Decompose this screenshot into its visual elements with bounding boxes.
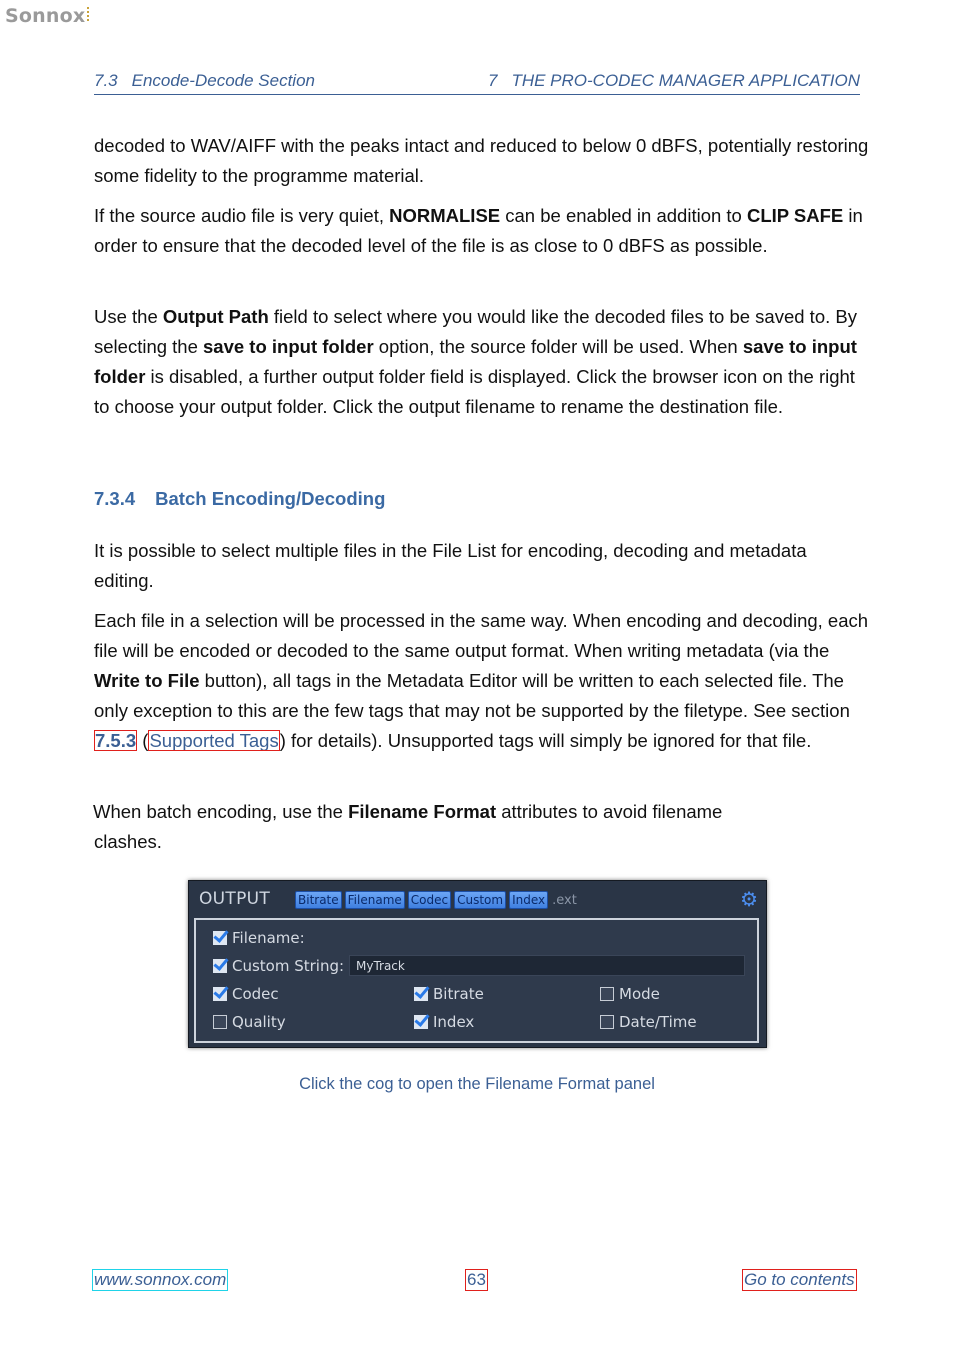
paragraph-filename-format: When batch encoding, use the Filename Format attributes to avoid filename clashes. <box>93 801 723 852</box>
quality-option[interactable]: Quality <box>213 1013 286 1031</box>
section-heading: 7.3.4 Batch Encoding/Decoding <box>94 488 386 509</box>
checkbox-checked-icon[interactable] <box>414 1015 428 1029</box>
extension-label: .ext <box>552 892 577 908</box>
paragraph-decoded: decoded to WAV/AIFF with the peaks intact and reduced to below 0 dBFS, potentially restoring some fidelity to the programme material. <box>94 135 869 186</box>
checkbox-checked-icon[interactable] <box>213 959 227 973</box>
filename-format-options <box>194 918 759 1043</box>
bitrate-option[interactable]: Bitrate <box>414 985 484 1003</box>
running-header <box>94 70 860 95</box>
header-section: 7.3 Encode-Decode Section <box>94 71 315 90</box>
cog-icon[interactable]: ⚙ <box>740 887 758 911</box>
output-panel-title: OUTPUT <box>199 889 271 909</box>
sonnox-logo: Sonnox <box>5 5 89 27</box>
figure-caption: Click the cog to open the Filename Format panel <box>299 1075 655 1093</box>
datetime-option[interactable]: Date/Time <box>600 1013 697 1031</box>
paragraph-batch-processing: Each file in a selection will be processed in the same way. When encoding and decoding, each file will be encoded or decoded to the same output format. When writing metadata (via the Write to File button), all tags in the Metadata Editor will be written to each selected file. The only exception to this are the few tags that may not be supported by the filetype. See section 7.5.3 (Supported Tags) for details). Unsupported tags will simply be ignored for that file. <box>94 610 869 751</box>
go-to-contents-link[interactable]: Go to contents <box>744 1270 855 1289</box>
section-link-7-5-3[interactable]: 7.5.3 <box>95 730 137 751</box>
checkbox-unchecked-icon[interactable] <box>213 1015 227 1029</box>
paragraph-multiple-files: It is possible to select multiple files in the File List for encoding, decoding and metadata editing. <box>94 540 807 591</box>
codec-option[interactable]: Codec <box>213 985 279 1003</box>
page-number-link[interactable]: 63 <box>467 1270 486 1289</box>
checkbox-unchecked-icon[interactable] <box>600 987 614 1001</box>
format-button-codec[interactable]: Codec <box>408 891 451 909</box>
paragraph-output-path: Use the Output Path field to select where you would like the decoded files to be saved to. By selecting the save to input folder option, the source folder will be used. When save to input folder is disabled, a further output folder field is displayed. Click the browser icon on the right to choose your output folder. Click the output filename to rename the destination file. <box>94 306 857 417</box>
checkbox-checked-icon[interactable] <box>414 987 428 1001</box>
checkbox-checked-icon[interactable] <box>213 931 227 945</box>
format-button-custom[interactable]: Custom <box>454 891 506 909</box>
filename-format-buttons <box>295 891 577 909</box>
custom-string-input[interactable]: MyTrack <box>349 955 745 976</box>
format-button-index[interactable]: Index <box>509 891 548 909</box>
index-option[interactable]: Index <box>414 1013 474 1031</box>
format-button-filename[interactable]: Filename <box>345 891 405 909</box>
header-chapter: 7 THE PRO-CODEC MANAGER APPLICATION <box>487 71 860 90</box>
supported-tags-link[interactable]: Supported Tags <box>149 730 279 751</box>
checkbox-unchecked-icon[interactable] <box>600 1015 614 1029</box>
format-button-bitrate[interactable]: Bitrate <box>295 891 342 909</box>
logo-dots <box>87 7 89 23</box>
filename-option[interactable]: Filename: <box>213 929 305 947</box>
checkbox-checked-icon[interactable] <box>213 987 227 1001</box>
paragraph-normalise: If the source audio file is very quiet, NORMALISE can be enabled in addition to CLIP SAFE in order to ensure that the decoded level of the file is as close to 0 dBFS as possible. <box>94 205 863 256</box>
website-link[interactable]: www.sonnox.com <box>94 1270 227 1289</box>
output-panel <box>188 880 767 1048</box>
custom-string-option[interactable]: Custom String: <box>213 957 344 975</box>
mode-option[interactable]: Mode <box>600 985 660 1003</box>
